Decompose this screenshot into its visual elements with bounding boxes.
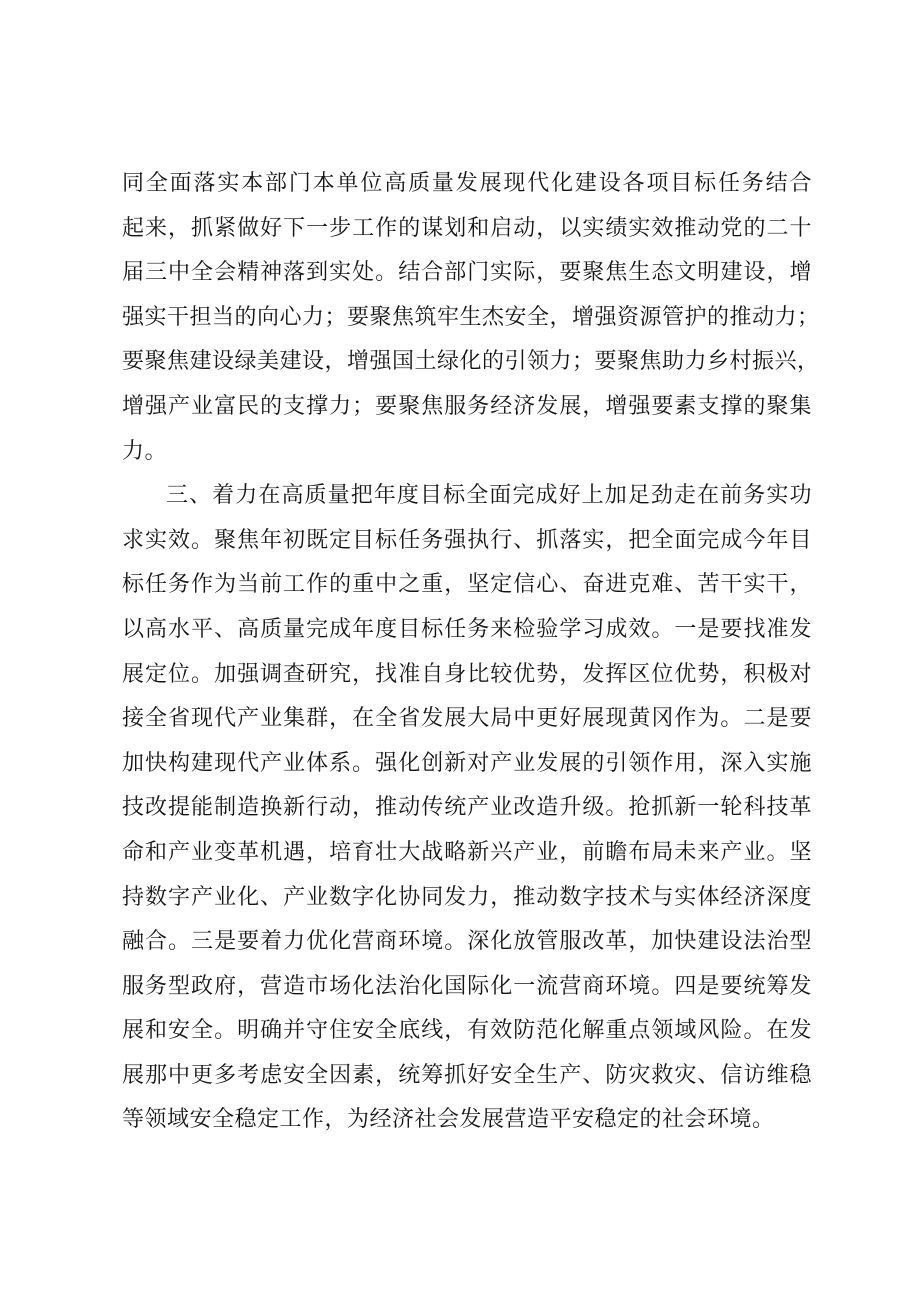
paragraph-line: 以高水平、高质量完成年度目标任务来检验学习成效。一是要找准发 bbox=[122, 616, 812, 642]
paragraph-line: 命和产业变革机遇，培育壮大战略新兴产业，前瞻布局未来产业。坚 bbox=[122, 839, 812, 865]
paragraph-line: 强实干担当的向心力；要聚焦筑牢生杰安全，增强资源管护的推动力； bbox=[122, 304, 820, 330]
paragraph-line: 融合。三是要着力优化营商环境。深化放管服改革，加快建设法治型 bbox=[122, 929, 812, 955]
paragraph-line: 展和安全。明确并守住安全底线，有效防范化解重点领域风险。在发 bbox=[122, 1018, 812, 1044]
paragraph-line: 同全面落实本部门本单位高质量发展现代化建设各项目标任务结合 bbox=[122, 171, 812, 196]
paragraph-line: 展定位。加强调查研究，找准自身比较优势，发挥区位优势，积极对 bbox=[122, 661, 812, 687]
paragraph-line: 加快构建现代产业体系。强化创新对产业发展的引领作用，深入实施 bbox=[122, 750, 812, 776]
paragraph-1 bbox=[122, 162, 820, 474]
paragraph-2 bbox=[122, 474, 812, 1143]
paragraph-line: 届三中全会精神落到实处。结合部门实际，要聚焦生态文明建设，增 bbox=[122, 260, 812, 286]
paragraph-line: 起来，抓紧做好下一步工作的谋划和启动，以实绩实效推动党的二十 bbox=[122, 215, 812, 241]
paragraph-line: 标任务作为当前工作的重中之重，坚定信心、奋进克难、苦干实干， bbox=[122, 572, 812, 598]
paragraph-line: 展那中更多考虑安全因素，统筹抓好安全生产、防灾救灾、信访维稳 bbox=[122, 1062, 812, 1088]
paragraph-line: 持数字产业化、产业数字化协同发力，推动数字技术与实体经济深度 bbox=[122, 884, 812, 910]
paragraph-line: 接全省现代产业集群，在全省发展大局中更好展现黄冈作为。二是要 bbox=[122, 706, 812, 732]
paragraph-line: 等领域安全稳定工作，为经济社会发展营造平安稳定的社会环境。 bbox=[122, 1107, 775, 1133]
paragraph-line: 求实效。聚焦年初既定目标任务强执行、抓落实，把全面完成今年目 bbox=[122, 527, 812, 553]
paragraph-line: 要聚焦建设绿美建设，增强国土绿化的引领力；要聚焦助力乡村振兴， bbox=[122, 349, 820, 375]
paragraph-line: 力。 bbox=[122, 438, 168, 464]
paragraph-line: 服务型政府，营造市场化法治化国际化一流营商环境。四是要统筹发 bbox=[122, 973, 812, 999]
paragraph-line: 三、着力在高质量把年度目标全面完成好上加足劲走在前务实功 bbox=[166, 483, 812, 509]
paragraph-line: 增强产业富民的支撑力；要聚焦服务经济发展，增强要素支撑的聚集 bbox=[122, 393, 812, 419]
paragraph-line: 技改提能制造换新行动，推动传统产业改造升级。抢抓新一轮科技革 bbox=[122, 795, 812, 821]
document-body bbox=[122, 162, 820, 1143]
